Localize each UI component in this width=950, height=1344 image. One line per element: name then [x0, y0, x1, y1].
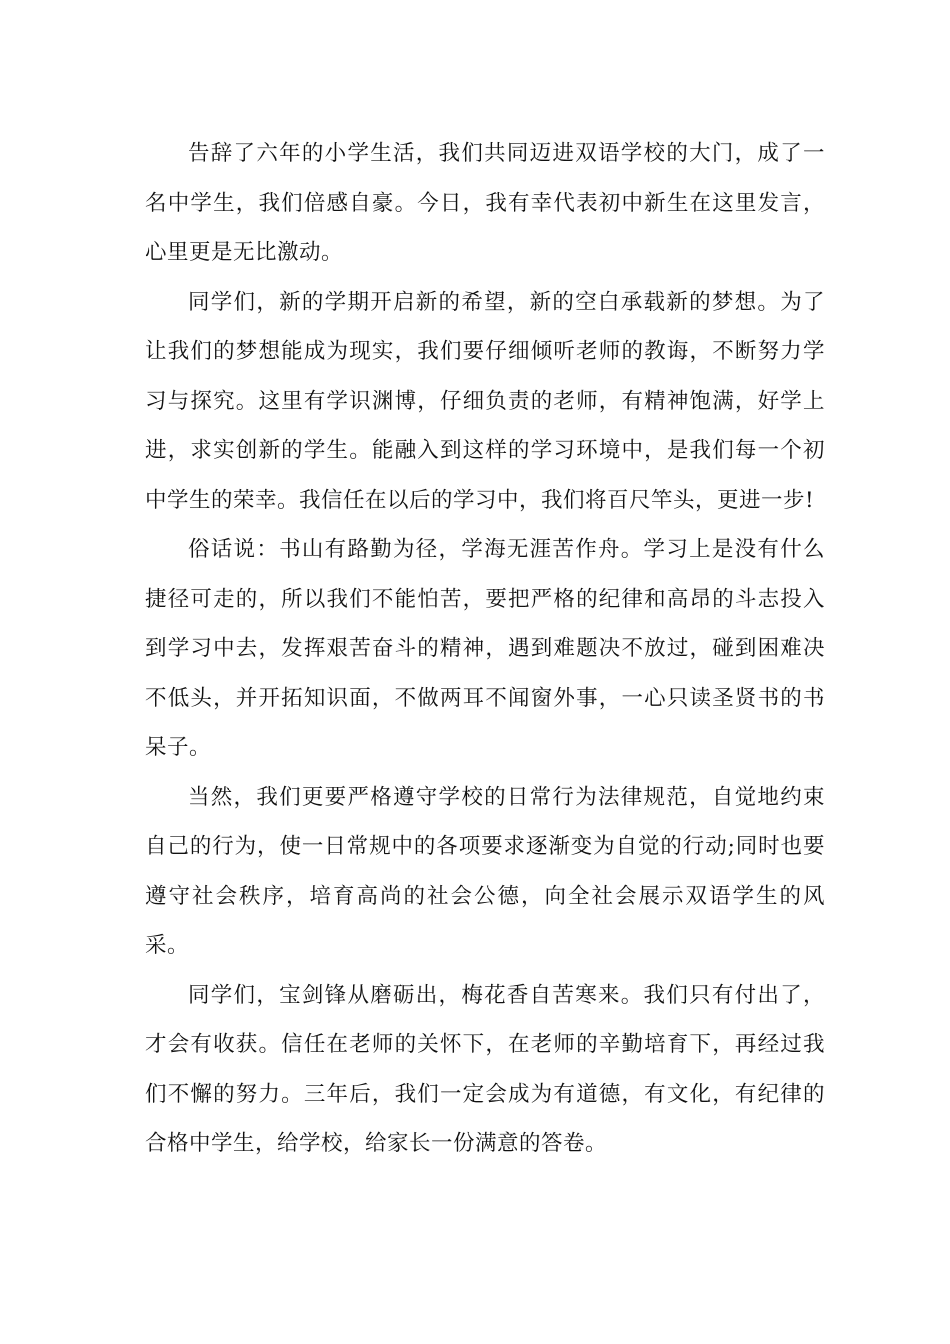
- paragraph-1: 告辞了六年的小学生活，我们共同迈进双语学校的大门，成了一名中学生，我们倍感自豪。今日，我有幸代表初中新生在这里发言，心里更是无比激动。: [145, 141, 825, 265]
- paragraph-3: 俗话说：书山有路勤为径，学海无涯苦作舟。学习上是没有什么捷径可走的，所以我们不能怕苦，要把严格的纪律和高昂的斗志投入到学习中去，发挥艰苦奋斗的精神，遇到难题决不放过，碰到困难决不低头，并开拓知识面，不做两耳不闻窗外事，一心只读圣贤书的书呆子。: [145, 537, 825, 760]
- paragraph-2: 同学们，新的学期开启新的希望，新的空白承载新的梦想。为了让我们的梦想能成为现实，我们要仔细倾听老师的教诲，不断努力学习与探究。这里有学识渊博，仔细负责的老师，有精神饱满，好学上进，求实创新的学生。能融入到这样的学习环境中，是我们每一个初中学生的荣幸。我信任在以后的学习中，我们将百尺竿头，更进一步!: [145, 289, 825, 513]
- paragraph-4: 当然，我们更要严格遵守学校的日常行为法律规范，自觉地约束自己的行为，使一日常规中的各项要求逐渐变为自觉的行动;同时也要遵守社会秩序，培育高尚的社会公德，向全社会展示双语学生的风采。: [145, 784, 825, 958]
- speech-body: [145, 129, 825, 1169]
- paragraph-5: 同学们，宝剑锋从磨砺出，梅花香自苦寒来。我们只有付出了，才会有收获。信任在老师的关怀下，在老师的辛勤培育下，再经过我们不懈的努力。三年后，我们一定会成为有道德，有文化，有纪律的合格中学生，给学校，给家长一份满意的答卷。: [145, 982, 825, 1156]
